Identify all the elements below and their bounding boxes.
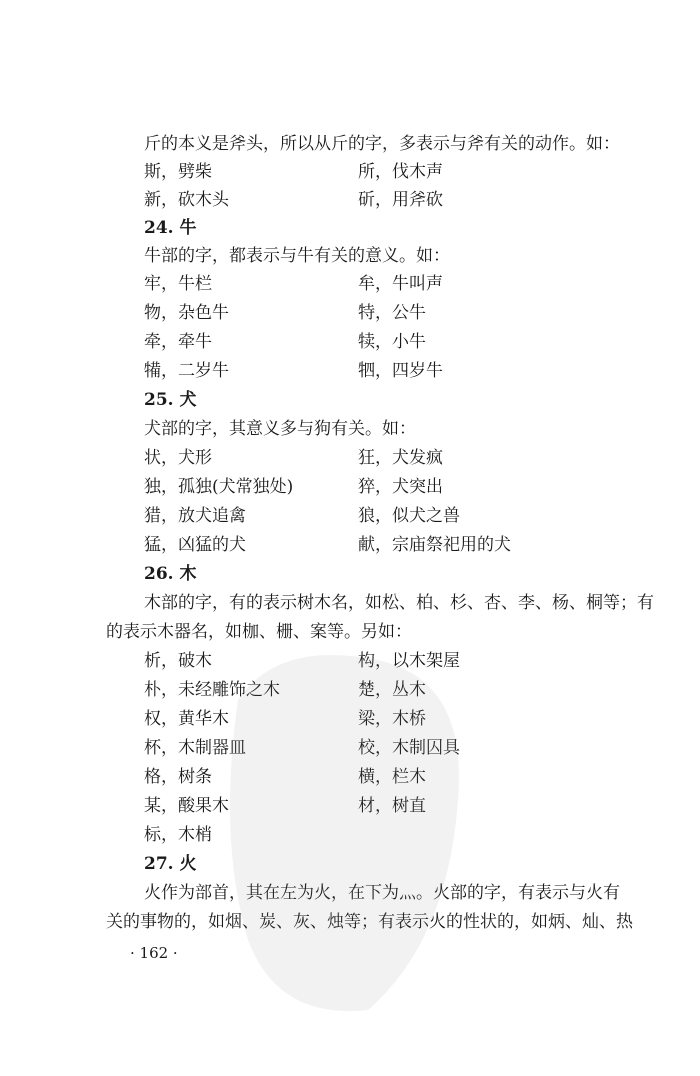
section-description: 犬部的字，其意义多与狗有关。如： — [144, 419, 416, 439]
list-item: 特，公牛 — [358, 303, 426, 323]
section-description: 的表示木器名，如枷、栅、案等。另如： — [106, 622, 412, 642]
list-item: 牵，牵牛 — [144, 332, 212, 352]
list-item: 格，树条 — [144, 767, 212, 787]
list-item: 构，以木架屋 — [358, 651, 460, 671]
list-item: 牢，牛栏 — [144, 274, 212, 294]
list-item: 所，伐木声 — [358, 162, 443, 182]
list-item: 牭，四岁牛 — [358, 361, 443, 381]
section-heading: 25. 犬 — [144, 390, 197, 410]
section-description: 火作为部首，其在左为火，在下为灬。火部的字，有表示与火有 — [144, 883, 620, 903]
list-item: 校，木制囚具 — [358, 738, 460, 758]
list-item: 材，树直 — [358, 796, 426, 816]
list-item: 某，酸果木 — [144, 796, 229, 816]
list-item: 杯，木制器皿 — [144, 738, 246, 758]
section-description: 关的事物的，如烟、炭、灰、烛等；有表示火的性状的，如炳、灿、热 — [106, 912, 633, 932]
list-item: 斯，劈柴 — [144, 162, 212, 182]
list-item: 楚，丛木 — [358, 680, 426, 700]
section-heading: 24. 牛 — [144, 218, 197, 238]
list-item: 状，犬形 — [144, 448, 212, 468]
section-heading: 27. 火 — [144, 854, 197, 874]
list-item: 梁，木桥 — [358, 709, 426, 729]
section-heading: 26. 木 — [144, 564, 197, 584]
list-item: 猛，凶猛的犬 — [144, 535, 246, 555]
list-item: 标，木梢 — [144, 825, 212, 845]
section-description: 木部的字，有的表示树木名，如松、柏、杉、杏、李、杨、桐等；有 — [144, 593, 654, 613]
list-item: 献，宗庙祭祀用的犬 — [358, 535, 511, 555]
page-number: · 162 · — [130, 944, 178, 962]
list-item: 斫，用斧砍 — [358, 190, 443, 210]
list-item: 新，砍木头 — [144, 190, 229, 210]
list-item: 牟，牛叫声 — [358, 274, 443, 294]
list-item: 横，栏木 — [358, 767, 426, 787]
list-item: 物，杂色牛 — [144, 303, 229, 323]
list-item: 猎，放犬追禽 — [144, 506, 246, 526]
list-item: 独，孤独(犬常独处) — [144, 477, 294, 497]
list-item: 权，黄华木 — [144, 709, 229, 729]
list-item: 犊，小牛 — [358, 332, 426, 352]
section-description: 牛部的字，都表示与牛有关的意义。如： — [144, 246, 450, 266]
list-item: 犕，二岁牛 — [144, 361, 229, 381]
list-item: 朴，未经雕饰之木 — [144, 680, 280, 700]
intro-paragraph: 斤的本义是斧头，所以从斤的字，多表示与斧有关的动作。如： — [144, 134, 620, 154]
list-item: 析，破木 — [144, 651, 212, 671]
list-item: 狼，似犬之兽 — [358, 506, 460, 526]
list-item: 猝，犬突出 — [358, 477, 443, 497]
list-item: 狂，犬发疯 — [358, 448, 443, 468]
